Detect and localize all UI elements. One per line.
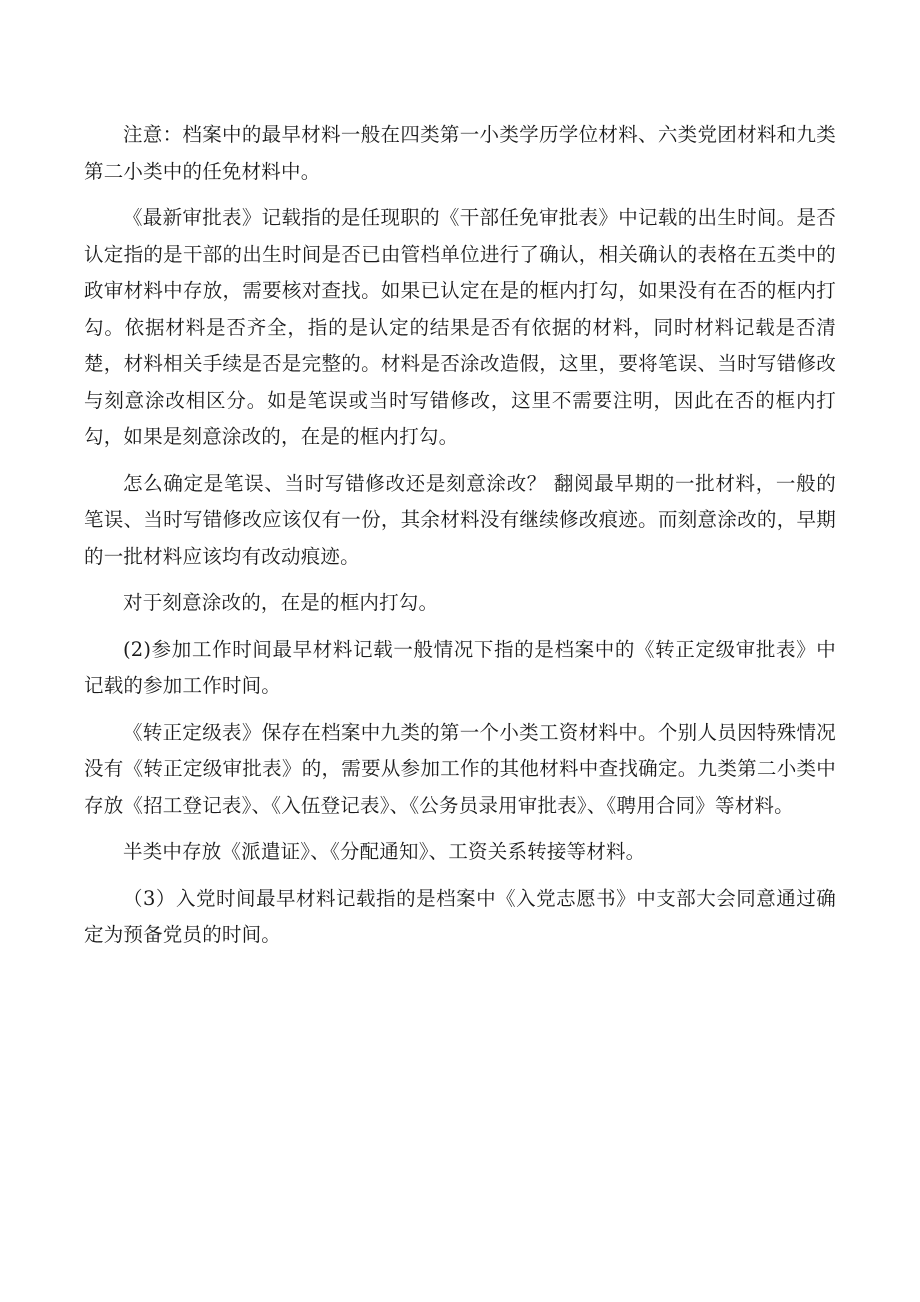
paragraph-note-earliest-materials: 注意：档案中的最早材料一般在四类第一小类学历学位材料、六类党团材料和九类第二小类中的任免材料中。 bbox=[84, 123, 836, 183]
paragraph-deliberate-alteration: 对于刻意涂改的，在是的框内打勾。 bbox=[123, 591, 439, 614]
paragraph-work-start-time: (2)参加工作时间最早材料记载一般情况下指的是档案中的《转正定级审批表》中记载的参加工作时间。 bbox=[84, 637, 836, 697]
paragraph-regularization-form: 《转正定级表》保存在档案中九类的第一个小类工资材料中。个别人员因特殊情况没有《转正定级审批表》的，需要从参加工作的其他材料中查找确定。九类第二小类中存放《招工登记表》、《入伍登记表》、《公务员录用审批表》、《聘用合同》等材料。 bbox=[84, 720, 836, 817]
paragraph-dispatch-certificate: 半类中存放《派遣证》、《分配通知》、工资关系转接等材料。 bbox=[123, 840, 646, 863]
paragraph-latest-approval-form: 《最新审批表》记载指的是任现职的《干部任免审批表》中记载的出生时间。是否认定指的是干部的出生时间是否已由管档单位进行了确认，相关确认的表格在五类中的政审材料中存放，需要核对查找。如果已认定在是的框内打勾，如果没有在否的框内打勾。依据材料是否齐全，指的是认定的结果是否有依据的材料，同时材料记载是否清楚，材料相关手续是否是完整的。材料是否涂改造假，这里，要将笔误、当时写错修改与刻意涂改相区分。如是笔误或当时写错修改，这里不需要注明，因此在否的框内打勾，如果是刻意涂改的，在是的框内打勾。 bbox=[84, 206, 836, 448]
paragraph-how-to-determine-alteration: 怎么确定是笔误、当时写错修改还是刻意涂改？ 翻阅最早期的一批材料，一般的笔误、当时写错修改应该仅有一份，其余材料没有继续修改痕迹。而刻意涂改的，早期的一批材料应该均有改动痕迹。 bbox=[84, 471, 836, 568]
paragraph-party-join-time: （3）入党时间最早材料记载指的是档案中《入党志愿书》中支部大会同意通过确定为预备党员的时间。 bbox=[84, 886, 836, 946]
document-body bbox=[84, 117, 836, 954]
